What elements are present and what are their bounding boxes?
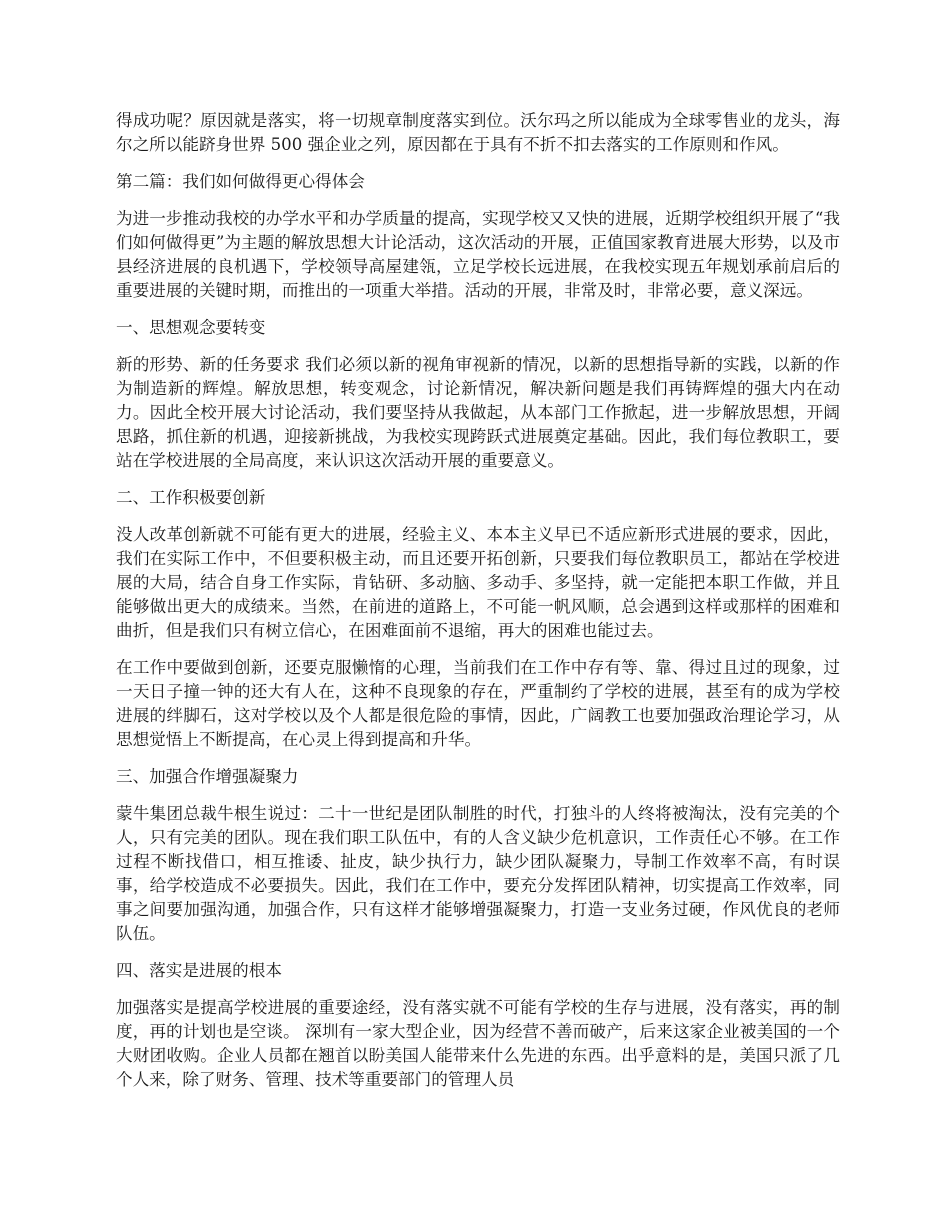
section-heading-3: 三、加强合作增强凝聚力 <box>116 767 299 786</box>
paragraph: 得成功呢？原因就是落实，将一切规章制度落实到位。沃尔玛之所以能成为全球零售业的龙头，海尔之所以能跻身世界 500 强企业之列，原因都在于具有不折不扣去落实的工作原则和作风。 <box>116 111 840 154</box>
document-page <box>116 109 840 1105</box>
paragraph: 为进一步推动我校的办学水平和办学质量的提高，实现学校又又快的进展，近期学校组织开展了“我们如何做得更”为主题的解放思想大计论活动，这次活动的开展，正值国家教育进展大形势，以及市县经济进展的良机遇下，学校领导高屋建瓴，立足学校长远进展，在我校实现五年规划承前启后的重要进展的关键时期，而推出的一项重大举措。活动的开展，非常及时，非常必要，意义深远。 <box>116 209 840 300</box>
section-title-part2: 第二篇：我们如何做得更心得体会 <box>116 172 365 191</box>
section-heading-2: 二、工作积极要创新 <box>116 488 266 507</box>
paragraph: 没人改革创新就不可能有更大的进展，经验主义、本本主义早已不适应新形式进展的要求，因此，我们在实际工作中，不但要积极主动，而且还要开拓创新，只要我们每位教职员工，都站在学校进展的大局，结合自身工作实际，肯钻研、多动脑、多动手、多坚持，就一定能把本职工作做，并且能够做出更大的成绩来。当然，在前进的道路上，不可能一帆风顺，总会遇到这样或那样的困难和曲折，但是我们只有树立信心，在困难面前不退缩，再大的困难也能过去。 <box>116 525 840 640</box>
paragraph: 加强落实是提高学校进展的重要途经，没有落实就不可能有学校的生存与进展，没有落实，再的制度，再的计划也是空谈。 深圳有一家大型企业，因为经营不善而破产，后来这家企业被美国的一个大财团收购。企业人员都在翘首以盼美国人能带来什么先进的东西。出乎意料的是，美国只派了几个人来，除了财务、管理、技术等重要部门的管理人员 <box>116 998 840 1089</box>
paragraph: 蒙牛集团总裁牛根生说过：二十一世纪是团队制胜的时代，打独斗的人终将被淘汰，没有完美的个人，只有完美的团队。现在我们职工队伍中，有的人含义缺少危机意识，工作责任心不够。在工作过程不断找借口，相互推诿、扯皮，缺少执行力，缺少团队凝聚力，导制工作效率不高，有时误事，给学校造成不必要损失。因此，我们在工作中，要充分发挥团队精神，切实提高工作效率，同事之间要加强沟通，加强合作，只有这样才能够增强凝聚力，打造一支业务过硬，作风优良的老师队伍。 <box>116 804 840 943</box>
paragraph: 在工作中要做到创新，还要克服懒惰的心理，当前我们在工作中存有等、靠、得过且过的现象，过一天日子撞一钟的还大有人在，这种不良现象的存在，严重制约了学校的进展，甚至有的成为学校进展的绊脚石，这对学校以及个人都是很危险的事情，因此，广阔教工也要加强政治理论学习，从思想觉悟上不断提高，在心灵上得到提高和升华。 <box>116 658 840 749</box>
section-heading-4: 四、落实是进展的根本 <box>116 961 282 980</box>
section-heading-1: 一、思想观念要转变 <box>116 318 266 337</box>
paragraph: 新的形势、新的任务要求 我们必须以新的视角审视新的情况，以新的思想指导新的实践，以新的作为制造新的辉煌。解放思想，转变观念，讨论新情况，解决新问题是我们再铸辉煌的强大内在动力。因此全校开展大讨论活动，我们要坚持从我做起，从本部门工作掀起，进一步解放思想，开阔思路，抓住新的机遇，迎接新挑战，为我校实现跨跃式进展奠定基础。因此，我们每位教职工，要站在学校进展的全局高度，来认识这次活动开展的重要意义。 <box>116 355 840 470</box>
